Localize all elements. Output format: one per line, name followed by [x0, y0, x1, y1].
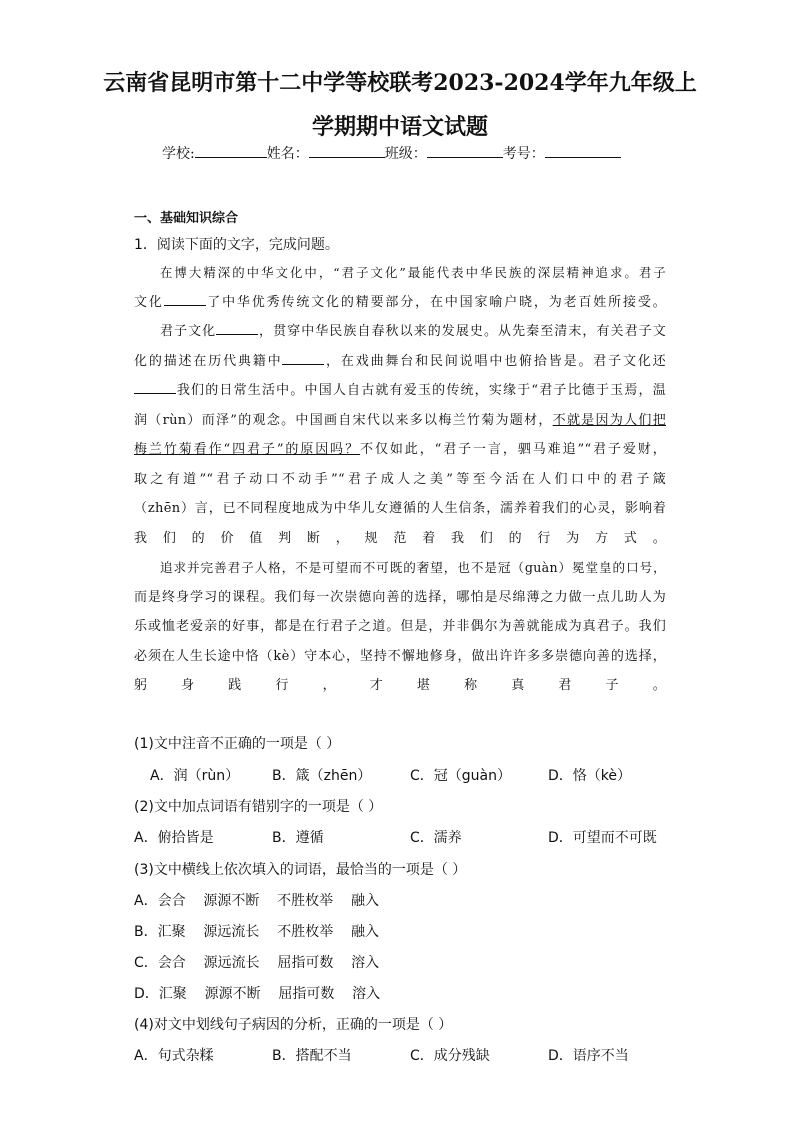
passage-line: 我们的价值判断，规范着我们的行为方式。 [134, 530, 666, 546]
underlined-sentence: 不就是因为人们把 [552, 412, 666, 428]
passage-line: 梅兰竹菊看作“四君子”的原因吗？不仅如此，“君子一言，驷马难追”“君子爱财， [134, 442, 666, 457]
question-stem: 1．阅读下面的文字，完成问题。 [134, 237, 339, 253]
reading-passage [134, 258, 666, 701]
option-c[interactable]: C．濡养 [410, 830, 462, 846]
option-a[interactable]: A．俯拾皆是 [134, 830, 214, 846]
option-b[interactable]: B．搭配不当 [272, 1048, 352, 1064]
name-blank[interactable] [309, 143, 385, 158]
passage-line: 躬身践行，才堪称真君子。 [134, 678, 666, 693]
option-b[interactable]: B．汇聚 源远流长 不胜枚举 融入 [134, 924, 380, 940]
option-b[interactable]: B．遵循 [272, 830, 324, 846]
school-blank[interactable] [195, 143, 267, 158]
option-c[interactable]: C．会合 源远流长 屈指可数 溶入 [134, 955, 380, 971]
name-label: 姓名： [266, 146, 309, 162]
passage-line: 文化 了中华优秀传统文化的精要部分，在中国家喻户晓，为老百姓所接受。 [134, 294, 666, 310]
section-heading: 一、基础知识综合 [134, 211, 239, 226]
school-label: 学校: [162, 146, 195, 162]
passage-line: 取之有道”“君子动口不动手”“君子成人之美”等至今活在人们口中的君子箴 [134, 471, 666, 487]
option-d[interactable]: D．恪（kè） [548, 768, 632, 784]
fill-blank[interactable] [164, 293, 206, 306]
student-info-row [162, 143, 621, 163]
option-b[interactable]: B．箴（zhēn） [272, 768, 372, 784]
passage-line: 必须在人生长途中恪（kè）守本心，坚持不懈地修身，做出许许多多崇德向善的选择， [134, 648, 666, 664]
option-d[interactable]: D．语序不当 [548, 1048, 629, 1064]
passage-line: 我们的日常生活中。中国人自古就有爱玉的传统，实缘于“君子比德于玉焉，温 [134, 376, 666, 406]
option-a[interactable]: A．会合 源源不断 不胜枚举 融入 [134, 893, 379, 909]
underlined-sentence: 梅兰竹菊看作“四君子”的原因吗？ [134, 442, 361, 457]
number-blank[interactable] [545, 143, 621, 158]
passage-line: 在博大精深的中华文化中，“君子文化”最能代表中华民族的深层精神追求。君子 [160, 265, 666, 280]
fill-blank[interactable] [134, 381, 176, 394]
fill-blank[interactable] [282, 352, 324, 365]
option-c[interactable]: C．成分残缺 [410, 1048, 490, 1064]
sub-question-4: (4)对文中划线句子病因的分析，正确的一项是（ ） [134, 1017, 453, 1033]
class-blank[interactable] [427, 143, 503, 158]
option-d[interactable]: D．可望而不可既 [548, 830, 657, 846]
passage-line: （zhēn）言，已不同程度地成为中华儿女遵循的人生信条，濡养着我们的心灵，影响着 [134, 501, 666, 516]
passage-line: 润（rùn）而泽”的观念。中国画自宋代以来多以梅兰竹菊为题材，不就是因为人们把 [134, 412, 666, 428]
option-c[interactable]: C．冠（guàn） [410, 768, 511, 784]
exam-title-line1: 云南省昆明市第十二中学等校联考2023-2024学年九年级上 [103, 70, 697, 96]
class-label: 班级： [384, 146, 427, 162]
option-a[interactable]: A．句式杂糅 [134, 1048, 214, 1064]
passage-line: 追求并完善君子人格，不是可望而不可既的奢望，也不是冠（guàn）冕堂皇的口号， [160, 560, 666, 575]
option-d[interactable]: D．汇聚 源源不断 屈指可数 溶入 [134, 986, 381, 1002]
fill-blank[interactable] [216, 322, 258, 335]
sub-question-2: (2)文中加点词语有错别字的一项是（ ） [134, 799, 383, 815]
passage-line: 君子文化 ，贯穿中华民族自春秋以来的发展史。从先秦至清末，有关君子文 [160, 324, 666, 339]
sub-question-1: (1)文中注音不正确的一项是（ ） [134, 736, 341, 752]
passage-line: 化的描述在历代典籍中 ，在戏曲舞台和民间说唱中也俯拾皆是。君子文化还 [134, 353, 666, 369]
sub-question-3: (3)文中横线上依次填入的词语，最恰当的一项是（ ） [134, 862, 467, 878]
passage-line: 乐或恤老爱亲的好事，都是在行君子之道。但是，并非偶尔为善就能成为真君子。我们 [134, 619, 666, 634]
option-a[interactable]: A．润（rùn） [150, 768, 240, 784]
number-label: 考号： [502, 146, 545, 162]
passage-line: 而是终身学习的课程。我们每一次崇德向善的选择，哪怕是尽绵薄之力做一点儿助人为 [134, 589, 666, 605]
exam-title-line2: 学期期中语文试题 [311, 114, 488, 140]
